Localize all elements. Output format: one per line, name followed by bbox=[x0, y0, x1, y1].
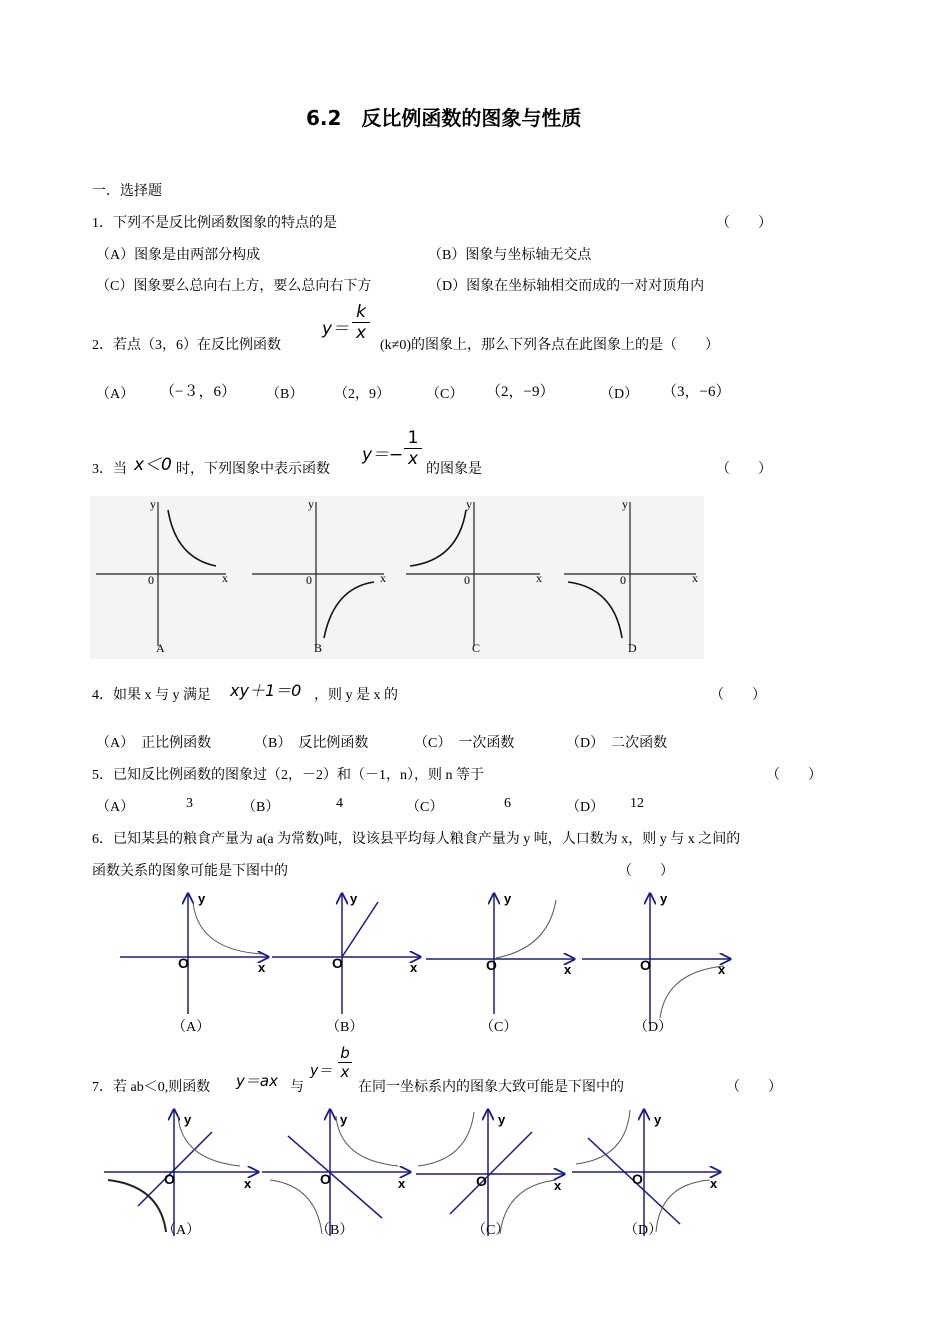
q3-condition: x＜0 bbox=[134, 455, 172, 475]
q3-d-origin: 0 bbox=[620, 573, 626, 587]
q1-option-a: （A）图象是由两部分构成 bbox=[96, 248, 261, 263]
q5-option-d-value: 12 bbox=[630, 796, 644, 811]
q7-d-y-label: y bbox=[654, 1112, 662, 1127]
q2-numerator: k bbox=[356, 302, 366, 322]
q3-a-label: A bbox=[156, 641, 165, 655]
q5-option-c: （C） bbox=[406, 800, 444, 815]
q4-option-a: （A） 正比例函数 bbox=[96, 736, 212, 751]
q7-d-label: （D） bbox=[624, 1223, 663, 1238]
q6-stem-line2: 函数关系的图象可能是下图中的 bbox=[92, 864, 288, 879]
q5-option-b: （B） bbox=[242, 800, 280, 815]
q3-d-label: D bbox=[628, 641, 637, 655]
q6-c-label: （C） bbox=[480, 1020, 518, 1035]
q7-denominator: x bbox=[338, 1062, 352, 1081]
q7-c-origin: O bbox=[476, 1173, 487, 1189]
q6-d-y-label: y bbox=[660, 891, 668, 906]
q6-a-label: （A） bbox=[172, 1020, 211, 1035]
q6-b-label: （B） bbox=[326, 1020, 364, 1035]
q2-option-c: （C） bbox=[426, 387, 464, 402]
q6-c-origin: O bbox=[486, 957, 497, 973]
q7-c-label: （C） bbox=[472, 1223, 510, 1238]
q7-d-x-label: x bbox=[710, 1176, 718, 1191]
q5-option-d: （D） bbox=[566, 800, 605, 815]
q6-b-origin: O bbox=[332, 955, 343, 971]
q6-b-y-label: y bbox=[350, 891, 358, 906]
q3-b-origin: 0 bbox=[306, 573, 312, 587]
q5-answer-paren: （ ） bbox=[766, 768, 822, 783]
q4-option-c: （C） 一次函数 bbox=[414, 736, 515, 751]
q5-stem: 5．已知反比例函数的图象过（2，－2）和（－1，n），则 n 等于 bbox=[92, 768, 484, 783]
q7-answer-paren: （ ） bbox=[726, 1080, 782, 1095]
q7-a-origin: O bbox=[164, 1171, 175, 1187]
q7-b-label: （B） bbox=[316, 1223, 354, 1238]
q3-b-y-label: y bbox=[308, 497, 314, 511]
q1-answer-paren: （ ） bbox=[716, 216, 772, 231]
q1-option-c: （C）图象要么总向右上方，要么总向右下方 bbox=[96, 279, 372, 294]
q2-suffix: (k≠0)的图象上，那么下列各点在此图象上的是（ ） bbox=[380, 338, 720, 353]
q3-b-x-label: x bbox=[380, 571, 386, 585]
q7-d-curve-2 bbox=[656, 1180, 710, 1232]
q3-a-y-label: y bbox=[150, 497, 156, 511]
q3-denominator: x bbox=[404, 448, 422, 469]
q4-equation: xy＋1＝0 bbox=[230, 681, 302, 700]
q6-c-y-label: y bbox=[504, 891, 512, 906]
q3-numerator: 1 bbox=[407, 428, 419, 448]
q3-b-label: B bbox=[314, 641, 323, 655]
q4-option-d: （D） 二次函数 bbox=[566, 736, 668, 751]
q4-suffix: ，则 y 是 x 的 bbox=[314, 688, 398, 703]
q7-graph-c bbox=[416, 1110, 564, 1238]
q3-c-y-label: y bbox=[466, 497, 472, 511]
q6-d-label: （D） bbox=[634, 1020, 673, 1035]
q2-option-a-value: （−３，6） bbox=[160, 384, 236, 400]
q4-answer-paren: （ ） bbox=[710, 688, 766, 703]
q6-d-x-label: x bbox=[718, 962, 726, 977]
q7-equation-1: y＝ax bbox=[236, 1072, 278, 1090]
q3-c-x-label: x bbox=[536, 571, 542, 585]
q2-option-c-value: （2，−9） bbox=[486, 384, 555, 400]
q1-stem: 1．下列不是反比例函数图象的特点的是 bbox=[92, 216, 337, 231]
q2-option-d: （D） bbox=[600, 387, 639, 402]
q3-c-origin: 0 bbox=[464, 573, 470, 587]
q2-option-a: （A） bbox=[96, 387, 135, 402]
q7-graph-a bbox=[104, 1110, 258, 1238]
q7-numerator: b bbox=[340, 1044, 350, 1062]
q7-c-x-label: x bbox=[554, 1178, 562, 1193]
q7-mid: 与 bbox=[290, 1080, 304, 1095]
q6-a-x-label: x bbox=[258, 960, 266, 975]
q2-option-b: （B） bbox=[266, 387, 304, 402]
q1-option-d: （D）图象在坐标轴相交而成的一对对顶角内 bbox=[428, 279, 705, 294]
q6-a-y-label: y bbox=[198, 891, 206, 906]
q7-eq2-lhs: y＝ bbox=[310, 1063, 333, 1079]
q6-a-origin: O bbox=[178, 955, 189, 971]
q2-option-d-value: （3，−6） bbox=[662, 384, 731, 400]
q3-d-y-label: y bbox=[622, 497, 628, 511]
q7-graph-d bbox=[572, 1110, 720, 1238]
q7-b-y-label: y bbox=[340, 1112, 348, 1127]
q3-d-x-label: x bbox=[692, 571, 698, 585]
q7-d-curve-1 bbox=[576, 1110, 630, 1164]
q5-option-b-value: 4 bbox=[336, 796, 343, 811]
q7-d-origin: O bbox=[632, 1171, 643, 1187]
q7-a-label: （A） bbox=[162, 1223, 201, 1238]
q2-denominator: x bbox=[352, 322, 370, 343]
q7-a-y-label: y bbox=[184, 1112, 192, 1127]
q3-a-origin: 0 bbox=[148, 573, 154, 587]
q7-c-y-label: y bbox=[498, 1112, 506, 1127]
q3-suffix: 的图象是 bbox=[426, 462, 482, 477]
q3-prefix: 3．当 bbox=[92, 462, 127, 477]
q7-a-line bbox=[138, 1132, 212, 1206]
q7-b-origin: O bbox=[320, 1171, 331, 1187]
q7-suffix: 在同一坐标系内的图象大致可能是下图中的 bbox=[358, 1080, 624, 1095]
q7-graph-b bbox=[262, 1110, 410, 1238]
q7-a-curve-2 bbox=[108, 1180, 166, 1232]
q6-d-origin: O bbox=[640, 957, 651, 973]
q7-b-x-label: x bbox=[398, 1176, 406, 1191]
q5-option-a-value: 3 bbox=[186, 796, 193, 811]
q4-option-b: （B） 反比例函数 bbox=[254, 736, 369, 751]
q4-prefix: 4．如果 x 与 y 满足 bbox=[92, 688, 211, 703]
page-title: 6.2 反比例函数的图象与性质 bbox=[306, 106, 582, 130]
q3-eq-lhs: y＝− bbox=[362, 445, 404, 465]
q7-b-line bbox=[288, 1136, 382, 1218]
q7-a-x-label: x bbox=[244, 1176, 252, 1191]
q1-option-b: （B）图象与坐标轴无交点 bbox=[428, 248, 592, 263]
q3-mid: 时，下列图象中表示函数 bbox=[176, 462, 330, 477]
q2-eq-lhs: y＝ bbox=[322, 319, 350, 339]
q2-prefix: 2．若点（3，6）在反比例函数 bbox=[92, 338, 281, 353]
q7-prefix: 7．若 ab＜0,则函数 bbox=[92, 1080, 211, 1095]
q6-b-x-label: x bbox=[410, 960, 418, 975]
q6-c-x-label: x bbox=[564, 962, 572, 977]
q6-stem-line1: 6．已知某县的粮食产量为 a(a 为常数)吨，设该县平均每人粮食产量为 y 吨，人口数为 x，则 y 与 x 之间的 bbox=[92, 832, 741, 847]
q5-option-c-value: 6 bbox=[504, 796, 511, 811]
q6-answer-paren: （ ） bbox=[618, 864, 674, 879]
q5-option-a: （A） bbox=[96, 800, 135, 815]
section-heading: 一．选择题 bbox=[92, 184, 162, 199]
q2-option-b-value: （2，9） bbox=[334, 387, 390, 402]
q3-answer-paren: （ ） bbox=[716, 462, 772, 477]
q3-c-label: C bbox=[472, 641, 481, 655]
q7-c-curve-1 bbox=[418, 1112, 474, 1166]
q7-b-curve-2 bbox=[270, 1180, 322, 1234]
q3-a-x-label: x bbox=[222, 571, 228, 585]
